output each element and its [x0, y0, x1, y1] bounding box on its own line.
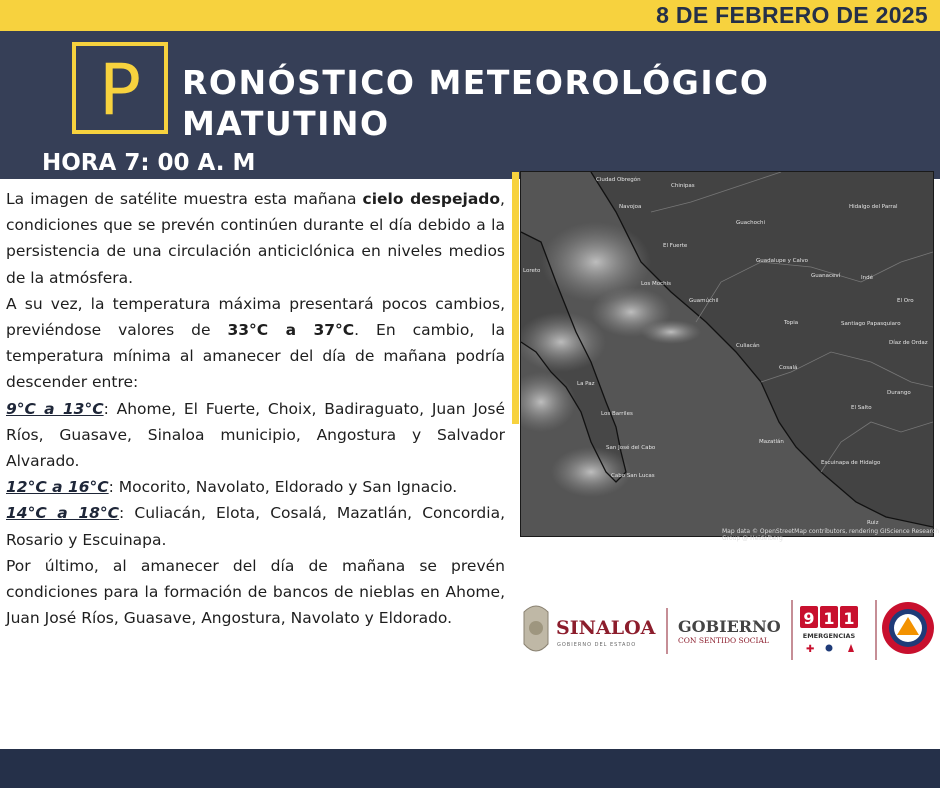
paragraph-range-3: [6, 500, 505, 552]
range-label: 12°C a 16°C: [6, 478, 109, 497]
map-label: La Paz: [577, 381, 595, 387]
sinaloa-crest-icon: [524, 606, 548, 651]
map-label: El Salto: [851, 405, 872, 411]
map-label: San José del Cabo: [606, 445, 656, 451]
map-label: Guamúchil: [689, 298, 719, 304]
text-span: . En cambio, la temperatura mínima al amanecer del día de mañana podría descender entre:: [6, 321, 505, 392]
emergencias-text: EMERGENCIAS: [802, 632, 856, 640]
map-label: Los Mochis: [641, 281, 671, 287]
text-span: A su vez, la temperatura máxima presentará pocos cambios, previéndose valores de: [6, 294, 505, 340]
bold-max-temp: 33°C a 37°C: [227, 321, 355, 340]
satellite-map: [521, 172, 933, 536]
paragraph-fog: Por último, al amanecer del día de mañana se prevén condiciones para la formación de bancos de nieblas en Ahome, Juan José Ríos, Guasave, Angostura, Navolato y Eldorado.: [6, 556, 505, 628]
logos-bar: [518, 598, 936, 662]
police-icon: [826, 645, 833, 652]
title-line-2: MATUTINO: [182, 104, 390, 143]
map-label: Cabo San Lucas: [611, 473, 655, 479]
footer-bar: [0, 749, 940, 788]
paragraph-range-1: [6, 396, 505, 475]
map-label: Culiacán: [736, 343, 760, 349]
date-label: 8 DE FEBRERO DE 2025: [656, 2, 928, 28]
satellite-image: [520, 171, 934, 537]
text-span: , condiciones que se prevén continúen durante el día debido a la persistencia de una circulación anticiclónica en niveles medios de la atmósfera.: [6, 190, 505, 287]
fire-icon: [848, 644, 854, 652]
range-text: : Mocorito, Navolato, Eldorado y San Ignacio.: [108, 478, 458, 497]
map-label: El Oro: [897, 298, 914, 304]
map-label: Loreto: [523, 268, 541, 274]
map-label: Mazatlán: [759, 439, 784, 445]
map-label: Hidalgo del Parral: [849, 204, 898, 210]
accent-bar: [512, 172, 519, 424]
map-credit: Map data © OpenStreetMap contributors, rendering GIScience Research Group @ Heidelberg: [722, 528, 940, 542]
map-label: Ruiz: [867, 520, 879, 526]
page-title: [182, 62, 769, 144]
map-label: Durango: [887, 390, 911, 396]
map-label: Guachochi: [736, 220, 766, 226]
sinaloa-logo-text: SINALOA: [556, 617, 656, 639]
map-label: Topia: [784, 320, 799, 326]
map-label: Guanaceví: [811, 273, 841, 279]
range-label: 14°C a 18°C: [6, 504, 120, 523]
map-label: Los Barriles: [601, 411, 633, 417]
digit-1: 1: [823, 609, 835, 628]
range-text: : Ahome, El Fuerte, Choix, Badiraguato, Juan José Ríos, Guasave, Sinaloa municipio, Angostura y Salvador Alvarado.: [6, 399, 505, 471]
bold-sky: cielo despejado: [362, 190, 501, 208]
institution-logos: [518, 598, 936, 662]
paragraph-temperature: [6, 291, 505, 396]
map-label: Chinipas: [671, 183, 695, 189]
title-initial: P: [98, 49, 142, 131]
text-span: La imagen de satélite muestra esta mañana: [6, 190, 363, 208]
title-initial-box: [72, 42, 168, 134]
sinaloa-logo-sub: GOBIERNO DEL ESTADO: [557, 642, 637, 648]
gobierno-logo-sub: CON SENTIDO SOCIAL: [678, 636, 769, 645]
cross-icon: ✚: [806, 644, 815, 655]
range-text: : Culiacán, Elota, Cosalá, Mazatlán, Concordia, Rosario y Escuinapa.: [6, 504, 505, 549]
digit-9: 9: [803, 609, 815, 628]
map-label: Guadalupe y Calvo: [756, 258, 808, 264]
map-label: Navojoa: [619, 204, 642, 210]
map-label: Cosalá: [779, 365, 798, 371]
map-label: Ciudad Obregón: [596, 177, 641, 183]
paragraph-satellite: [6, 186, 505, 291]
gobierno-logo-text: GOBIERNO: [678, 617, 781, 636]
title-line-1: RONÓSTICO METEOROLÓGICO: [182, 63, 770, 102]
top-bar: [0, 0, 940, 31]
map-label: Santiago Papasquiaro: [841, 321, 901, 327]
forecast-text: [6, 186, 505, 631]
map-label: Díaz de Ordaz: [889, 340, 928, 346]
digit-1: 1: [843, 609, 855, 628]
map-label: El Fuerte: [663, 243, 688, 249]
map-label: Indé: [861, 275, 873, 281]
proteccion-civil-icon: [882, 602, 934, 654]
range-label: 9°C a 13°C: [6, 399, 104, 418]
paragraph-range-2: [6, 474, 505, 500]
emergencias-911-logo: [800, 606, 858, 655]
time-label: HORA 7: 00 A. M: [42, 150, 256, 176]
map-label: Escuinapa de Hidalgo: [821, 460, 881, 466]
